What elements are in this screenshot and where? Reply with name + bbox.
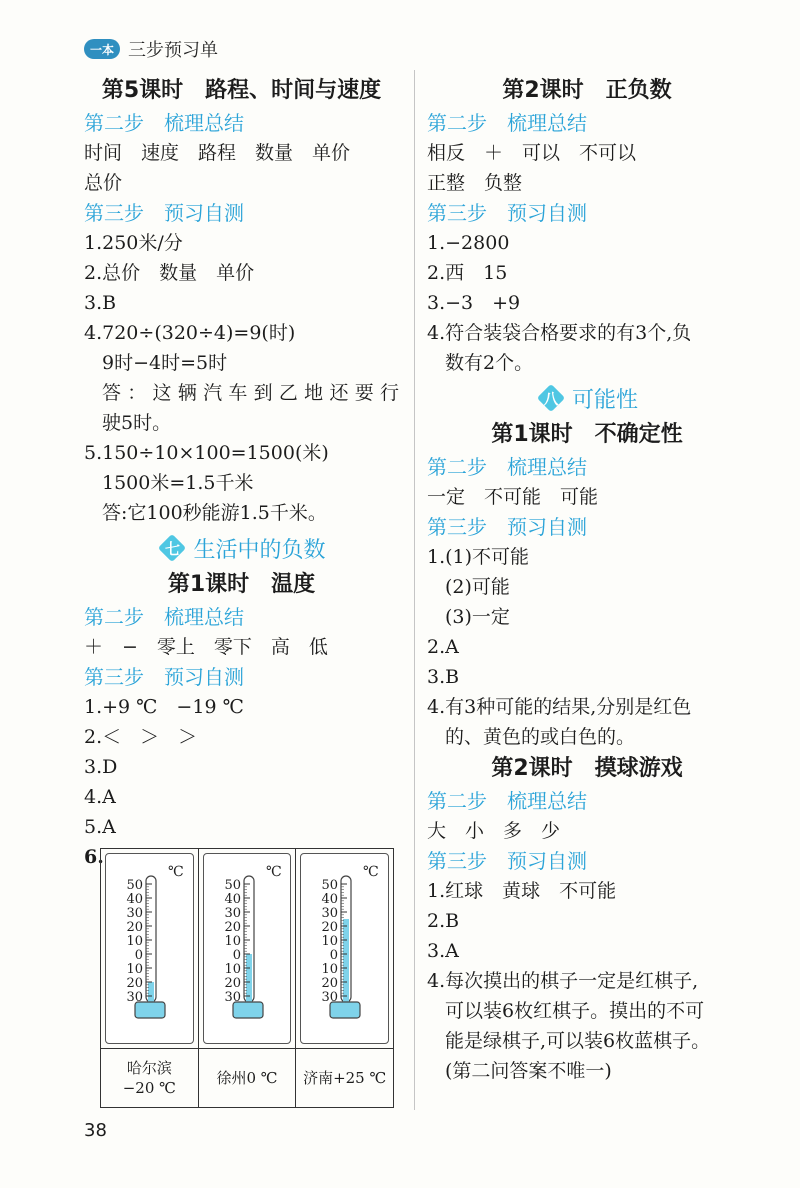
column-divider bbox=[414, 70, 415, 1110]
summary-line: 时间 速度 路程 数量 单价 bbox=[84, 142, 351, 164]
page-header bbox=[84, 36, 218, 62]
right-column bbox=[427, 74, 747, 1086]
summary-line: 总价 bbox=[84, 172, 123, 194]
tick-label: 30 bbox=[321, 906, 339, 921]
answer-line: 9时−4时=5时 bbox=[102, 352, 228, 374]
tick-label: 50 bbox=[224, 878, 241, 893]
answer-line: 5.A bbox=[84, 816, 116, 838]
tick-label: 40 bbox=[321, 892, 339, 907]
tick-label: 30 bbox=[126, 990, 143, 1005]
step-heading: 第三步 预习自测 bbox=[427, 515, 587, 539]
answer-line: 1.红球 黄球 不可能 bbox=[427, 880, 617, 902]
lesson-title: 第2课时 正负数 bbox=[502, 78, 672, 103]
lesson-title: 第1课时 不确定性 bbox=[491, 422, 683, 447]
unit-label: ℃ bbox=[168, 864, 184, 880]
city-name: 哈尔滨 bbox=[126, 1059, 172, 1077]
answer-line: 1.+9 ℃ −19 ℃ bbox=[84, 696, 244, 718]
answer-line: 3.D bbox=[84, 756, 118, 778]
unit-number: 八 bbox=[543, 389, 559, 408]
answer-line: 4.A bbox=[84, 786, 116, 808]
answer-line: 答：这辆汽车到乙地还要行 bbox=[102, 382, 399, 404]
tick-label: 20 bbox=[224, 976, 241, 991]
thermometer-table bbox=[100, 848, 394, 1108]
thermometer-label bbox=[101, 1049, 199, 1107]
tick-label: 10 bbox=[126, 934, 143, 949]
step-heading: 第二步 梳理总结 bbox=[427, 789, 587, 813]
tick-label: 40 bbox=[224, 892, 241, 907]
question-6 bbox=[84, 842, 399, 1122]
answer-line: 4.有3种可能的结果,分别是红色 bbox=[427, 696, 692, 718]
answer-line: 1.(1)不可能 bbox=[427, 546, 530, 568]
answer-line: 3.−3 +9 bbox=[427, 292, 521, 314]
step-heading: 第二步 梳理总结 bbox=[427, 455, 587, 479]
thermometer-jinan bbox=[300, 853, 389, 1044]
answer-line: 可以装6枚红棋子。摸出的不可 bbox=[445, 1000, 705, 1022]
answer-line: 5.150÷10×100=1500(米) bbox=[84, 442, 329, 464]
step-heading: 第三步 预习自测 bbox=[427, 201, 587, 225]
answer-line: 2.B bbox=[427, 910, 460, 932]
answer-line: (3)一定 bbox=[445, 606, 510, 628]
unit-title: 生活中的负数 bbox=[193, 537, 326, 563]
step-heading: 第三步 预习自测 bbox=[427, 849, 587, 873]
tick-label: 30 bbox=[224, 906, 241, 921]
page-number: 38 bbox=[84, 1120, 107, 1141]
left-column bbox=[84, 74, 399, 1122]
tick-label: 0 bbox=[134, 948, 143, 963]
answer-line: 4.720÷(320÷4)=9(时) bbox=[84, 322, 296, 344]
step-heading: 第三步 预习自测 bbox=[84, 665, 244, 689]
thermometer-harbin bbox=[105, 853, 194, 1044]
step-heading: 第三步 预习自测 bbox=[84, 201, 244, 225]
summary-line: 大 小 多 少 bbox=[427, 820, 561, 842]
unit-label: ℃ bbox=[265, 864, 282, 880]
unit-number-badge bbox=[536, 383, 566, 413]
step-heading: 第二步 梳理总结 bbox=[427, 111, 587, 135]
answer-line: 1.−2800 bbox=[427, 232, 510, 254]
unit-heading bbox=[84, 528, 399, 568]
tick-label: 40 bbox=[126, 892, 143, 907]
unit-heading bbox=[427, 378, 747, 418]
question-number: 6. bbox=[84, 846, 104, 868]
answer-line: 答:它100秒能游1.5千米。 bbox=[102, 502, 327, 524]
tick-label: 20 bbox=[321, 920, 339, 935]
tick-label: 10 bbox=[321, 962, 339, 977]
answer-line: (2)可能 bbox=[445, 576, 510, 598]
answer-line: 的、黄色的或白色的。 bbox=[445, 726, 636, 748]
step-heading: 第二步 梳理总结 bbox=[84, 111, 244, 135]
tick-label: 20 bbox=[224, 920, 241, 935]
answer-line: 2.＜ ＞ ＞ bbox=[84, 726, 198, 748]
answer-line: 数有2个。 bbox=[445, 352, 534, 374]
thermometer-label bbox=[199, 1049, 297, 1107]
answer-line: 3.B bbox=[427, 666, 460, 688]
answer-line: (第二问答案不唯一) bbox=[445, 1060, 612, 1082]
answer-line: 2.总价 数量 单价 bbox=[84, 262, 255, 284]
thermometer-xuzhou bbox=[203, 853, 292, 1044]
tick-label: 0 bbox=[330, 948, 339, 963]
tick-label: 20 bbox=[126, 920, 143, 935]
answer-line: 1.250米/分 bbox=[84, 232, 183, 254]
tick-label: 10 bbox=[224, 934, 241, 949]
lesson-title: 第1课时 温度 bbox=[167, 572, 316, 597]
temperature-value: −20 ℃ bbox=[122, 1079, 176, 1097]
tick-label: 30 bbox=[126, 906, 143, 921]
lesson-title: 第2课时 摸球游戏 bbox=[491, 756, 683, 781]
answer-line: 2.A bbox=[427, 636, 459, 658]
brand-logo: 一本 bbox=[84, 39, 120, 59]
summary-line: 一定 不可能 可能 bbox=[427, 486, 599, 508]
answer-line: 1500米=1.5千米 bbox=[102, 472, 254, 494]
unit-title: 可能性 bbox=[571, 387, 638, 413]
header-title: 三步预习单 bbox=[128, 40, 218, 61]
tick-label: 20 bbox=[321, 976, 339, 991]
tick-label: 50 bbox=[321, 878, 339, 893]
tick-label: 20 bbox=[126, 976, 143, 991]
city-temperature: 济南+25 ℃ bbox=[303, 1069, 387, 1087]
unit-label: ℃ bbox=[363, 864, 380, 880]
tick-label: 30 bbox=[224, 990, 241, 1005]
answer-line: 2.西 15 bbox=[427, 262, 508, 284]
tick-label: 30 bbox=[321, 990, 339, 1005]
thermometer-label bbox=[296, 1049, 393, 1107]
answer-line: 3.A bbox=[427, 940, 459, 962]
lesson-title: 第5课时 路程、时间与速度 bbox=[101, 78, 382, 103]
mercury-column bbox=[246, 954, 252, 1006]
unit-number-badge bbox=[157, 533, 187, 563]
unit-number: 七 bbox=[164, 539, 180, 558]
step-heading: 第二步 梳理总结 bbox=[84, 605, 244, 629]
summary-line: ＋ − 零上 零下 高 低 bbox=[84, 636, 328, 658]
answer-line: 4.每次摸出的棋子一定是红棋子, bbox=[427, 970, 699, 992]
tick-label: 0 bbox=[232, 948, 241, 963]
tick-label: 10 bbox=[224, 962, 241, 977]
city-temperature: 徐州0 ℃ bbox=[216, 1069, 278, 1087]
answer-line: 驶5时。 bbox=[102, 412, 172, 434]
answer-line: 能是绿棋子,可以装6枚蓝棋子。 bbox=[445, 1030, 711, 1052]
tick-label: 10 bbox=[126, 962, 143, 977]
answer-line: 3.B bbox=[84, 292, 117, 314]
tick-label: 50 bbox=[126, 878, 143, 893]
answer-line: 4.符合装袋合格要求的有3个,负 bbox=[427, 322, 692, 344]
tick-label: 10 bbox=[321, 934, 339, 949]
summary-line: 相反 ＋ 可以 不可以 bbox=[427, 142, 637, 164]
summary-line: 正整 负整 bbox=[427, 172, 523, 194]
